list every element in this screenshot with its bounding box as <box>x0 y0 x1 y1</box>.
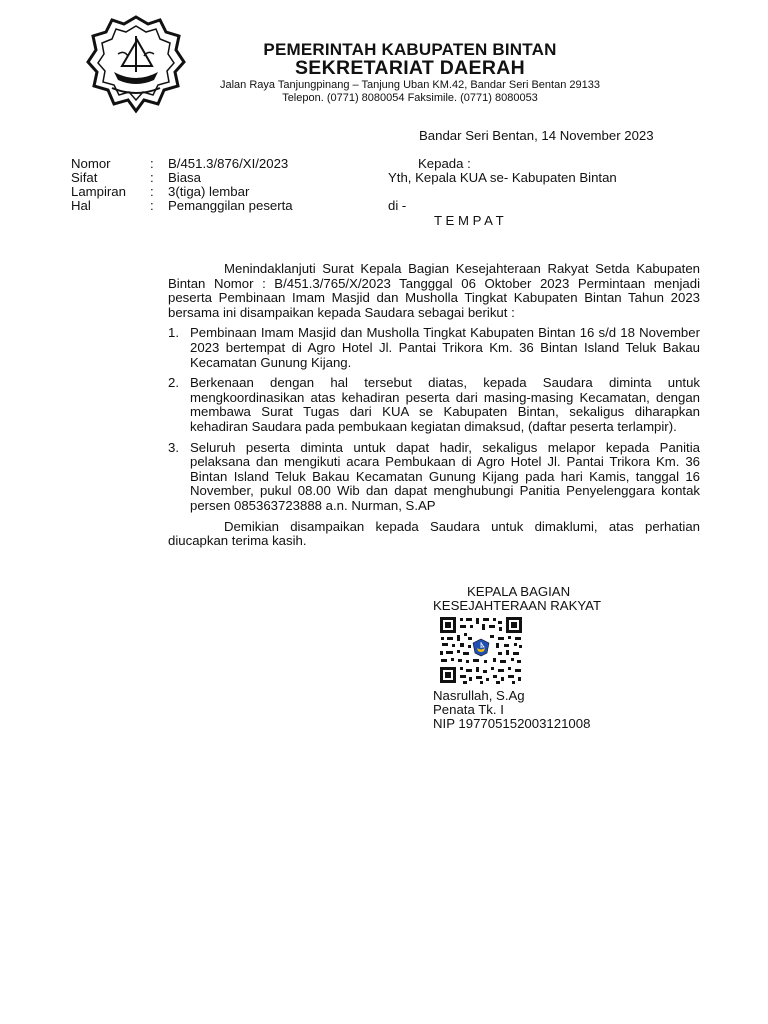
item-number: 1. <box>168 325 179 341</box>
signatory-rank: Penata Tk. I <box>433 702 504 717</box>
meta-colon: : <box>150 170 154 185</box>
regency-emblem-icon <box>86 14 186 114</box>
item-text: Pembinaan Imam Masjid dan Musholla Tingkat Kabupaten Bintan 16 s/d 18 November 2023 bertempat di Agro Hotel Jl. Pantai Trikora Km. 36 Bintan Island Teluk Bakau Kecamatan Gunung Kijang. <box>190 325 700 370</box>
list-item <box>168 326 700 370</box>
meta-label: Lampiran <box>71 184 126 199</box>
list-item <box>168 376 700 434</box>
meta-value-hal: Pemanggilan peserta <box>168 198 293 213</box>
item-list <box>168 326 700 513</box>
meta-label: Nomor <box>71 156 111 171</box>
contact-line: Telepon. (0771) 8080054 Faksimile. (0771) 8080053 <box>282 92 538 104</box>
intro-paragraph: Menindaklanjuti Surat Kepala Bagian Kesejahteraan Rakyat Setda Kabupaten Bintan Nomor : B/451.3/765/X/2023 Tangggal 06 Oktober 2023 Permintaan menjadi peserta Pembinaan Imam Masjid dan Musholla Tingkat Kabupaten Bintan Tahun 2023 bersama ini disampaikan kepada Saudara sebagai berikut : <box>168 261 700 320</box>
item-number: 3. <box>168 439 179 455</box>
meta-value-nomor: B/451.3/876/XI/2023 <box>168 156 289 171</box>
meta-value-sifat: Biasa <box>168 170 201 185</box>
meta-label: Sifat <box>71 170 98 185</box>
office-name: SEKRETARIAT DAERAH <box>294 57 525 79</box>
meta-colon: : <box>150 184 154 199</box>
signature-title-1: KEPALA BAGIAN <box>467 584 571 599</box>
item-number: 2. <box>168 375 179 391</box>
item-text: Seluruh peserta diminta untuk dapat hadir, sekaligus melapor kepada Panitia pelaksana dan mengikuti acara Pembukaan di Agro Hotel Jl. Pantai Trikora Km. 36 Bintan Island Teluk Bakau Kecamatan Gunung Kijang pada hari Kamis, tanggal 16 November, pukul 08.00 Wib dan dapat menghubungi Panitia Penyelenggara kontak persen 085363723888 a.n. Nurman, S.AP <box>190 439 700 513</box>
recipient-name: Yth, Kepala KUA se- Kabupaten Bintan <box>388 170 617 185</box>
signatory-name: Nasrullah, S.Ag <box>433 688 525 703</box>
meta-colon: : <box>150 156 154 171</box>
list-item <box>168 441 700 514</box>
letterhead-address <box>190 79 630 105</box>
meta-colon: : <box>150 198 154 213</box>
government-name: PEMERINTAH KABUPATEN BINTAN <box>263 40 557 59</box>
closing-paragraph: Demikian disampaikan kepada Saudara untuk dimaklumi, atas perhatian diucapkan terima kasih. <box>168 518 700 549</box>
address-line: Jalan Raya Tanjungpinang – Tanjung Uban KM.42, Bandar Seri Bentan 29133 <box>220 79 600 91</box>
signature-title-2: KESEJAHTERAAN RAKYAT <box>433 598 602 613</box>
recipient-kepada: Kepada : <box>418 156 471 171</box>
letter-date: Bandar Seri Bentan, 14 November 2023 <box>419 128 654 143</box>
item-text: Berkenaan dengan hal tersebut diatas, kepada Saudara diminta untuk mengkoordinasikan atas kehadiran peserta dari masing-masing Kecamatan, dengan membawa Surat Tugas dari KUA se Kabupaten Bintan, sekaligus diharapkan kehadiran Saudara pada pembukaan kegiatan dimaksud, (daftar peserta terlampir). <box>190 375 700 434</box>
letter-body <box>168 262 700 549</box>
meta-value-lampiran: 3(tiga) lembar <box>168 184 250 199</box>
meta-label: Hal <box>71 198 91 213</box>
recipient-tempat: T E M P A T <box>434 213 504 228</box>
qr-code-icon <box>438 615 524 685</box>
recipient-di: di - <box>388 198 407 213</box>
signatory-nip: NIP 197705152003121008 <box>433 716 591 731</box>
